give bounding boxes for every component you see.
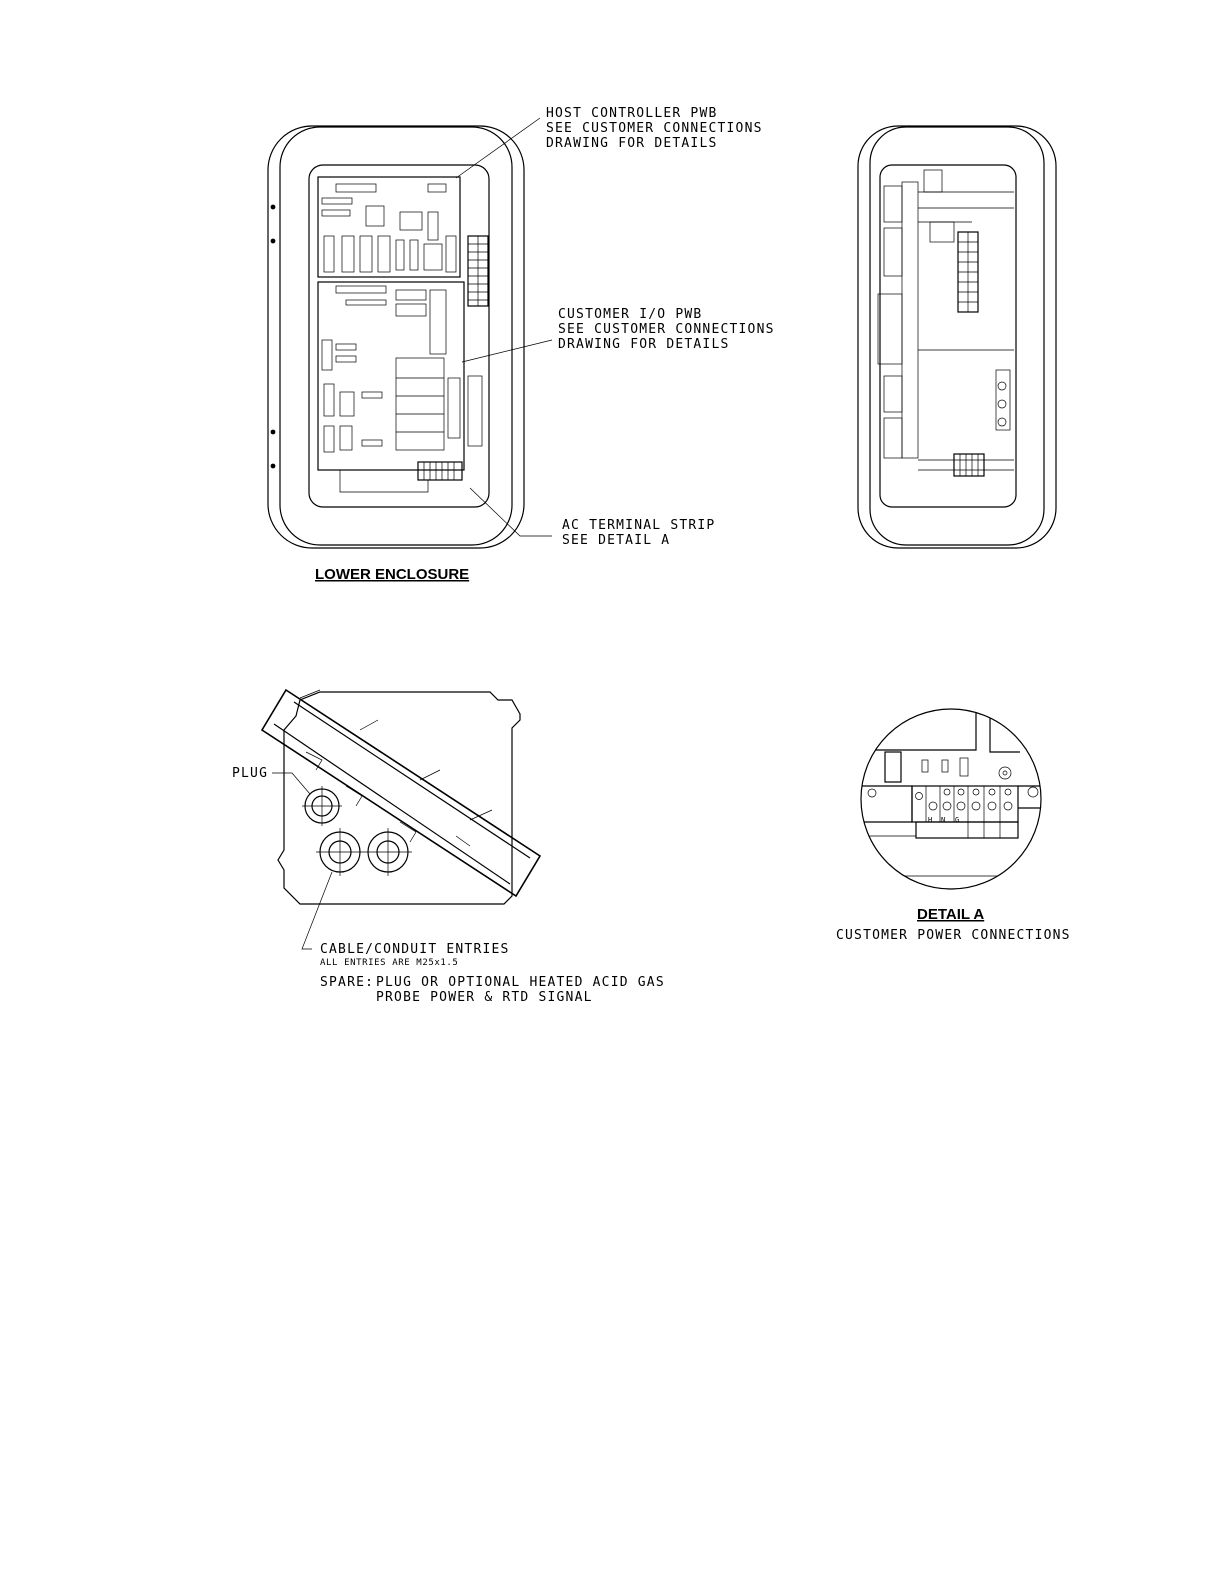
ac-terminal-callout-line-2: SEE DETAIL A (562, 533, 671, 548)
detail-a-view (860, 700, 1060, 889)
terminal-label-h: H (928, 816, 933, 824)
cable-entries-label: CABLE/CONDUIT ENTRIES (320, 942, 510, 957)
customer-io-callout-line-3: DRAWING FOR DETAILS (558, 337, 730, 352)
lower-enclosure-front-view (268, 118, 552, 548)
detail-a-subtitle: CUSTOMER POWER CONNECTIONS (836, 928, 1071, 943)
ac-terminal-callout-line-1: AC TERMINAL STRIP (562, 518, 716, 533)
enclosure-bottom-view (262, 690, 540, 949)
lower-enclosure-title: LOWER ENCLOSURE (315, 566, 470, 583)
entries-note: ALL ENTRIES ARE M25x1.5 (320, 958, 459, 968)
spare-label: SPARE: (320, 975, 375, 990)
terminal-label-n: N (941, 816, 946, 824)
spare-line-2: PROBE POWER & RTD SIGNAL (376, 990, 593, 1005)
spare-line-1: PLUG OR OPTIONAL HEATED ACID GAS (376, 975, 665, 990)
terminal-label-g: G (955, 816, 960, 824)
customer-io-callout-line-1: CUSTOMER I/O PWB (558, 307, 703, 322)
host-controller-callout-line-1: HOST CONTROLLER PWB (546, 106, 718, 121)
host-controller-callout-line-3: DRAWING FOR DETAILS (546, 136, 718, 151)
plug-label: PLUG (232, 766, 269, 781)
customer-io-callout-line-2: SEE CUSTOMER CONNECTIONS (558, 322, 775, 337)
detail-a-title: DETAIL A (917, 906, 985, 923)
enclosure-side-view (858, 126, 1056, 548)
host-controller-callout-line-2: SEE CUSTOMER CONNECTIONS (546, 121, 763, 136)
